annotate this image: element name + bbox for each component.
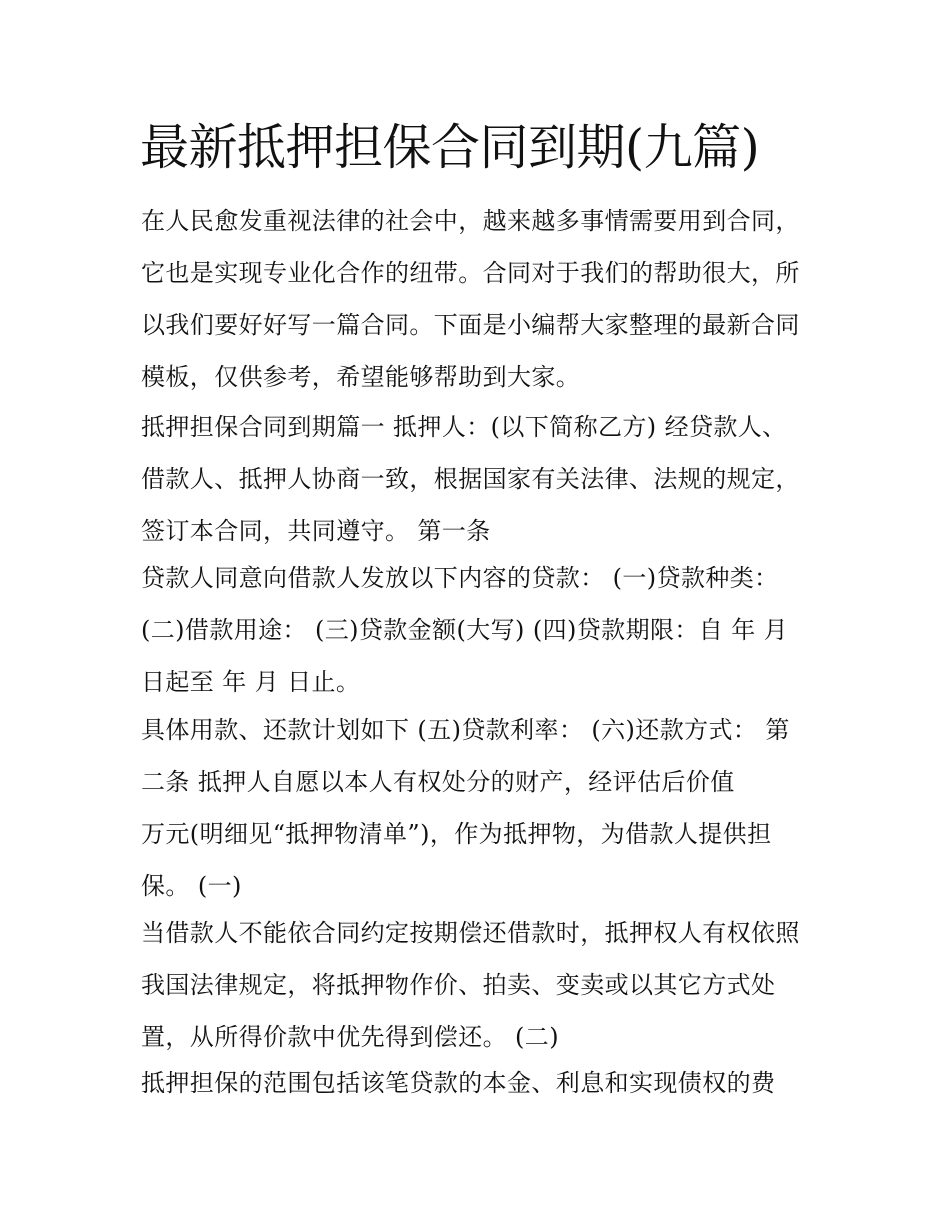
text-line: 二条 抵押人自愿以本人有权处分的财产，经评估后价值 [141, 768, 735, 796]
paragraph-intro [141, 195, 831, 403]
paragraph-section-one [141, 401, 831, 557]
text-line: 抵押担保合同到期篇一 抵押人：(以下简称乙方) 经贷款人、 [141, 413, 787, 441]
text-line: 保。 (一) [141, 872, 242, 900]
paragraph-scope [141, 1057, 831, 1109]
text-line: 万元(明细见“抵押物清单”)，作为抵押物，为借款人提供担 [141, 820, 772, 848]
text-line: 抵押担保的范围包括该笔贷款的本金、利息和实现债权的费 [141, 1069, 776, 1097]
text-line: 贷款人同意向借款人发放以下内容的贷款： (一)贷款种类： [141, 564, 779, 592]
text-line: 借款人、抵押人协商一致，根据国家有关法律、法规的规定， [141, 465, 800, 493]
text-line: 置，从所得价款中优先得到偿还。 (二) [141, 1023, 559, 1051]
document-title: 最新抵押担保合同到期(九篇) [140, 119, 760, 176]
text-line: 以我们要好好写一篇合同。下面是小编帮大家整理的最新合同 [141, 311, 800, 339]
text-line: 我国法律规定，将抵押物作价、拍卖、变卖或以其它方式处 [141, 971, 776, 999]
text-line: 日起至 年 月 日止。 [141, 668, 361, 696]
paragraph-loan-terms [141, 552, 831, 708]
text-line: 模板，仅供参考，希望能够帮助到大家。 [141, 363, 581, 391]
text-line: 它也是实现专业化合作的纽带。合同对于我们的帮助很大，所 [141, 259, 800, 287]
text-line: 具体用款、还款计划如下 (五)贷款利率： (六)还款方式： 第 [141, 716, 790, 744]
paragraph-article-two [141, 704, 831, 912]
paragraph-default-clause [141, 907, 831, 1063]
text-line: 在人民愈发重视法律的社会中，越来越多事情需要用到合同， [141, 207, 800, 235]
text-line: 签订本合同，共同遵守。 第一条 [141, 517, 491, 545]
text-line: (二)借款用途： (三)贷款金额(大写) (四)贷款期限：自 年 月 [141, 616, 789, 644]
text-line: 当借款人不能依合同约定按期偿还借款时，抵押权人有权依照 [141, 919, 800, 947]
